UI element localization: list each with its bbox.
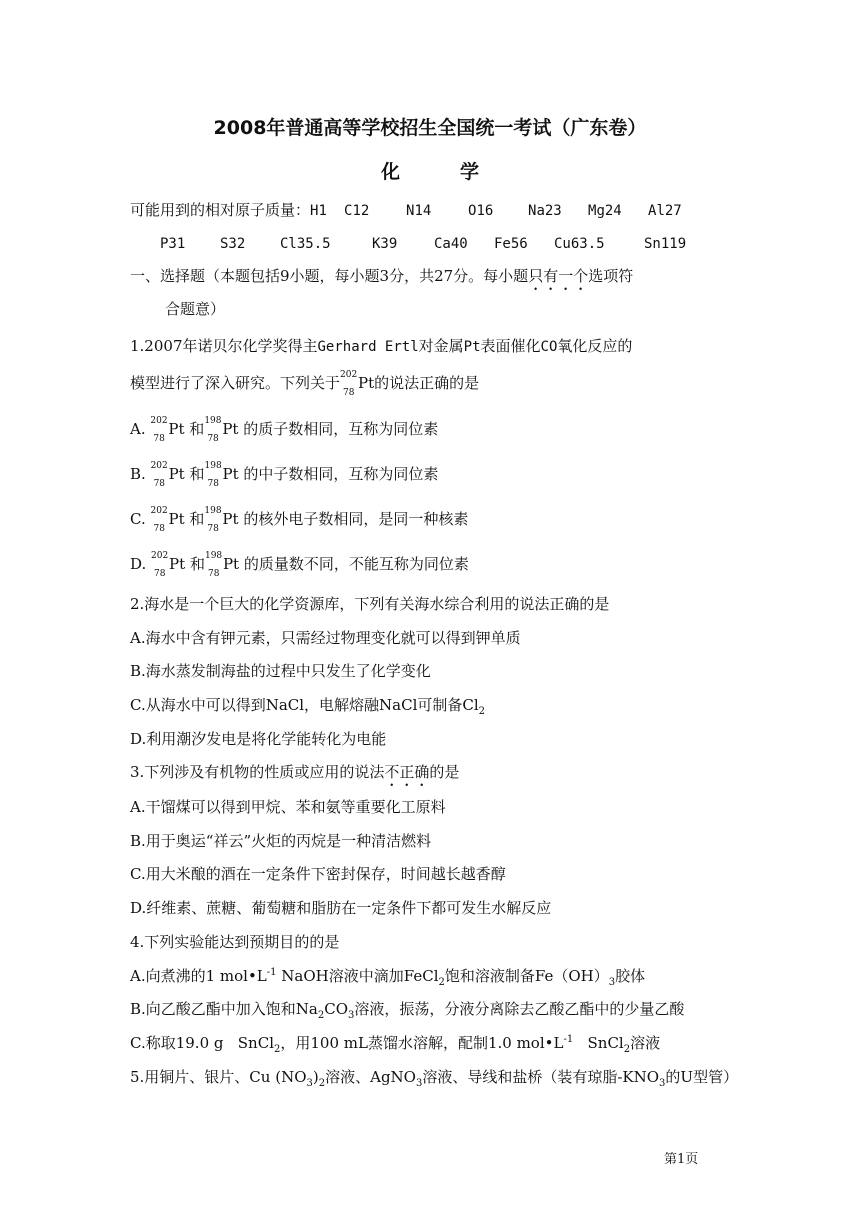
- emphasis-text: 只有一个: [528, 267, 589, 285]
- mass-item: Fe56: [494, 236, 528, 252]
- q1-option-c: C. 202 78 Pt 和 198 78 Pt 的核外电子数相同，是同一种核素: [130, 506, 469, 534]
- mass-item: Mg24: [588, 203, 622, 219]
- emphasis-text: 不正确: [384, 763, 430, 781]
- nuclide-pt-202: 202 78: [340, 370, 358, 398]
- mass-item: N14: [406, 203, 432, 219]
- mass-item: C12: [344, 203, 370, 219]
- q2-option-b: B.海水蒸发制海盐的过程中只发生了化学变化: [130, 662, 431, 680]
- mass-item: K39: [372, 236, 398, 252]
- mass-item: Cl35.5: [280, 236, 331, 252]
- q4-option-a: A.向煮沸的1 $mol•L^{-1}$ NaOH溶液中滴加FeCl$_2$饱和溶液制备$Fe(OH)_3$胶体: [130, 967, 646, 988]
- q3-option-c: C.用大米酿的酒在一定条件下密封保存，时间越长越香醇: [130, 865, 506, 883]
- q3-option-a: A.干馏煤可以得到甲烷、苯和氨等重要化工原料: [130, 798, 446, 816]
- q1-option-b: B. 202 78 Pt 和 198 78 Pt 的中子数相同，互称为同位素: [130, 461, 439, 489]
- q5-stem: 5.用铜片、银片、Cu $(NO_3)_2$溶液、AgNO$_3$溶液、导线和盐桥（装有琼脂$-KNO_3$的U型管）: [130, 1068, 739, 1089]
- masses-label: 可能用到的相对原子质量：: [130, 201, 311, 219]
- q4-stem: 4.下列实验能达到预期目的的是: [130, 933, 340, 951]
- q4-option-c: C.称取19.0 g SnCl$_2$，用100 mL蒸馏水溶解，配制1.0 $mol•L^{-1}$ SnCl$_2$溶液: [130, 1034, 661, 1055]
- q3-stem: 3.下列涉及有机物的性质或应用的说法不正确的是: [130, 763, 460, 781]
- section-heading: 一、选择题（本题包括9小题，每小题3分，共27分。每小题只有一个选项符: [130, 267, 634, 285]
- section-heading-cont: 合题意）: [165, 300, 226, 318]
- mass-item: O16: [468, 203, 494, 219]
- mass-item: Cu63.5: [554, 236, 605, 252]
- q1-option-a: A. 202 78 Pt 和 198 78 Pt 的质子数相同，互称为同位素: [130, 416, 439, 444]
- q2-option-a: A.海水中含有钾元素，只需经过物理变化就可以得到钾单质: [130, 629, 521, 647]
- page-number: 第1页: [664, 1152, 699, 1167]
- q2-option-c: C.从海水中可以得到NaCl，电解熔融NaCl可制备$Cl_2$: [130, 696, 486, 717]
- q1-option-d: D. 202 78 Pt 和 198 78 Pt 的质量数不同，不能互称为同位素: [130, 551, 469, 579]
- q1-stem-line-1: 1.2007年诺贝尔化学奖得主Gerhard Ertl对金属Pt表面催化CO氧化反应的: [130, 337, 633, 355]
- mass-item: S32: [220, 236, 246, 252]
- q3-option-b: B.用于奥运“祥云”火炬的丙烷是一种清洁燃料: [130, 832, 432, 850]
- q2-stem: 2.海水是一个巨大的化学资源库，下列有关海水综合利用的说法正确的是: [130, 595, 610, 613]
- q4-option-b: B.向乙酸乙酯中加入饱和$Na_2CO_3$溶液，振荡，分液分离除去乙酸乙酯中的少量乙酸: [130, 1000, 685, 1021]
- mass-item: Sn119: [644, 236, 687, 252]
- q1-stem-line-2: 模型进行了深入研究。下列关于 202 78 Pt的说法正确的是: [130, 370, 480, 398]
- q3-option-d: D.纤维素、蔗糖、葡萄糖和脂肪在一定条件下都可发生水解反应: [130, 899, 552, 917]
- mass-item: P31: [160, 236, 186, 252]
- mass-item: Al27: [648, 203, 682, 219]
- mass-item: Ca40: [434, 236, 468, 252]
- q2-option-d: D.利用潮汐发电是将化学能转化为电能: [130, 730, 387, 748]
- exam-title: 2008年普通高等学校招生全国统一考试（广东卷）: [213, 117, 647, 139]
- subject-title: 化学: [380, 161, 539, 183]
- atomic-masses-row-1: [130, 200, 682, 221]
- atomic-masses-row-2: [160, 233, 686, 254]
- mass-item: H1: [310, 203, 327, 219]
- mass-item: Na23: [528, 203, 562, 219]
